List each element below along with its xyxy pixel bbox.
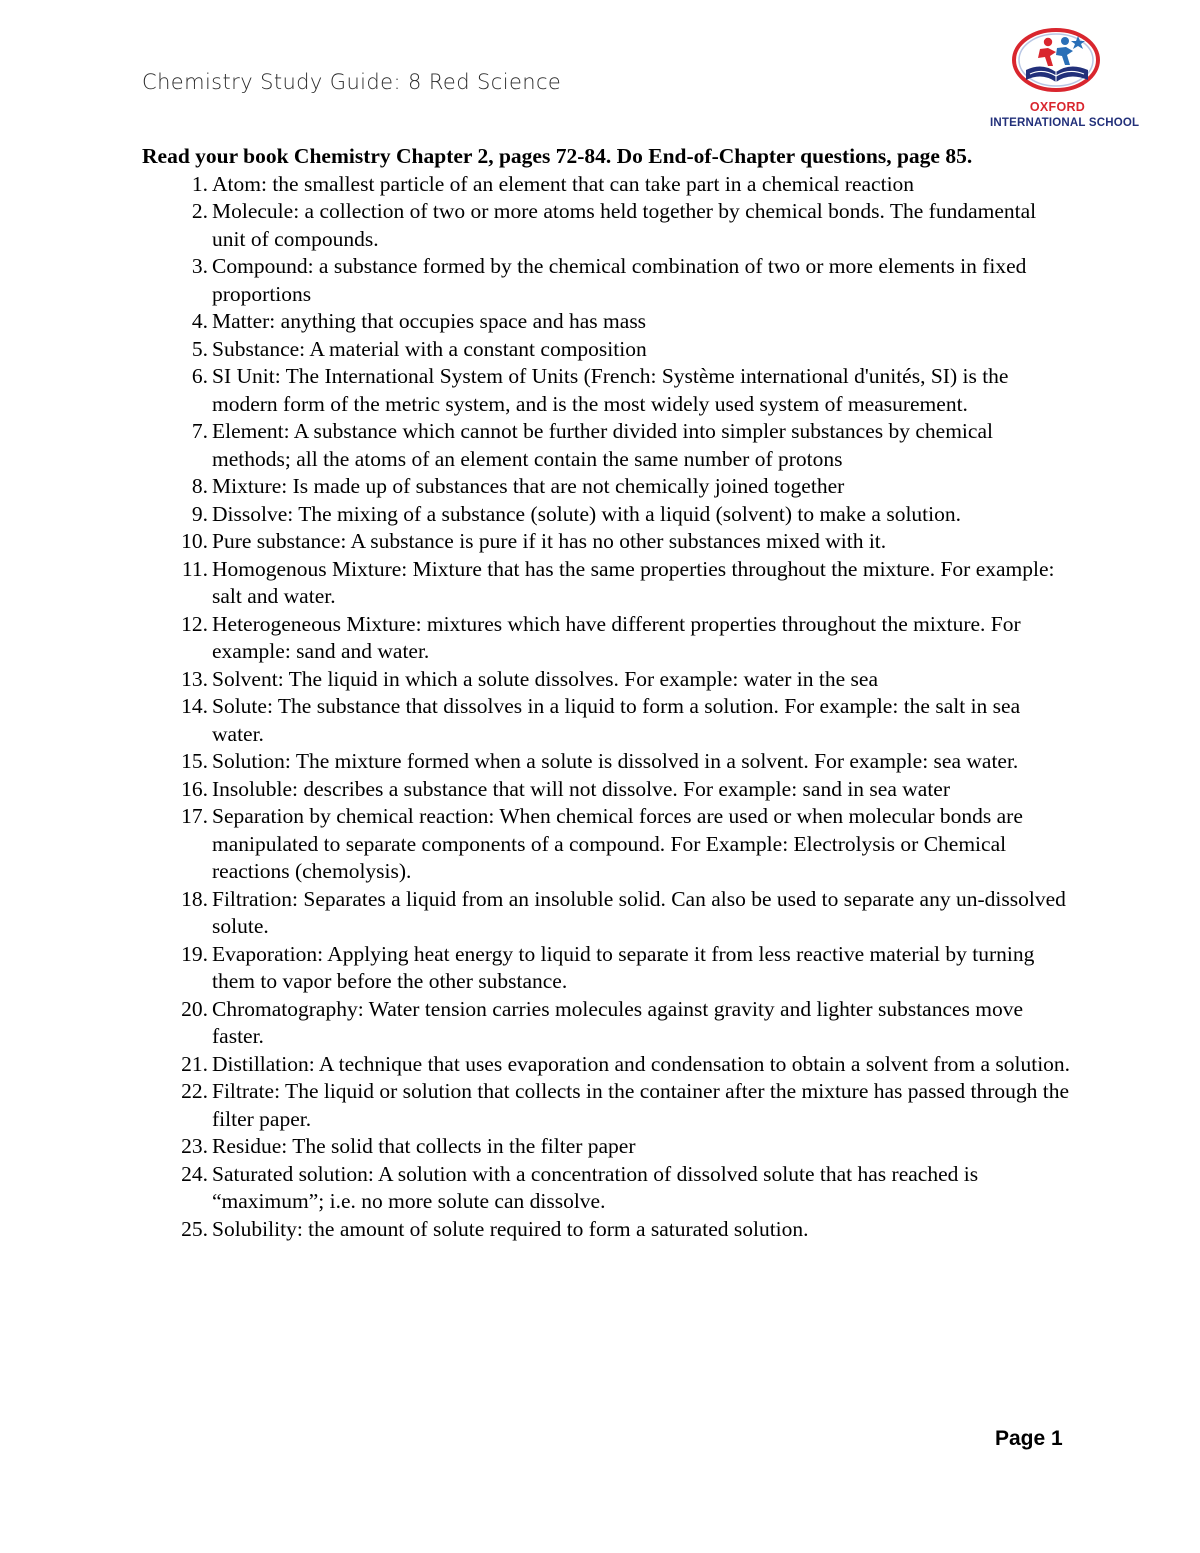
- vocabulary-item-definition: Element: A substance which cannot be further divided into simpler substances by chemical methods; all the atoms of an element contain the same number of protons: [212, 419, 993, 471]
- vocabulary-item-definition: Mixture: Is made up of substances that are not chemically joined together: [212, 474, 845, 498]
- vocabulary-item-definition: Matter: anything that occupies space and has mass: [212, 309, 647, 333]
- reading-instructions: Read your book Chemistry Chapter 2, pages 72-84. Do End-of-Chapter questions, page 85.: [142, 144, 973, 168]
- vocabulary-item: [142, 418, 1072, 473]
- vocabulary-item-number: 22.: [181, 1079, 208, 1103]
- vocabulary-item-definition: Solution: The mixture formed when a solute is dissolved in a solvent. For example: sea water.: [212, 749, 1019, 773]
- vocabulary-item: [142, 363, 1072, 418]
- vocabulary-item: [142, 776, 1072, 804]
- vocabulary-item: [142, 941, 1072, 996]
- vocabulary-item-definition: Insoluble: describes a substance that will not dissolve. For example: sand in sea water: [212, 776, 950, 801]
- vocabulary-item-definition: Filtration: Separates a liquid from an insoluble solid. Can also be used to separate any un-dissolved solute.: [212, 886, 1066, 938]
- vocabulary-list: [142, 171, 1072, 1244]
- vocabulary-item-definition: Molecule: a collection of two or more atoms held together by chemical bonds. The fundamental unit of compounds.: [212, 199, 1037, 251]
- vocabulary-item-number: 2.: [191, 199, 208, 223]
- vocabulary-item-definition: Evaporation: Applying heat energy to liquid to separate it from less reactive material by turning them to vapor before the other substance.: [212, 941, 1035, 993]
- vocabulary-item-definition: Solubility: the amount of solute required to form a saturated solution.: [212, 1216, 809, 1241]
- vocabulary-item: [142, 1161, 1072, 1216]
- vocabulary-item-number: 24.: [181, 1161, 208, 1186]
- vocabulary-item-definition: Saturated solution: A solution with a concentration of dissolved solute that has reached is “maximum”; i.e. no more solute can dissolve.: [212, 1161, 979, 1213]
- vocabulary-item-number: 1.: [191, 171, 208, 196]
- vocabulary-item: [142, 473, 1072, 501]
- vocabulary-item-definition: Dissolve: The mixing of a substance (solute) with a liquid (solvent) to make a solution.: [212, 501, 961, 526]
- logo-text-international-school: INTERNATIONAL SCHOOL: [990, 117, 1140, 129]
- vocabulary-item-number: 25.: [181, 1216, 208, 1241]
- vocabulary-item-number: 19.: [181, 941, 208, 966]
- page-number: Page 1: [995, 1427, 1063, 1450]
- vocabulary-item-number: 11.: [181, 556, 208, 581]
- vocabulary-item-definition: Separation by chemical reaction: When chemical forces are used or when molecular bonds are manipulated to separate components of a compound. For Example: Electrolysis or Chemical reactions (chemolysis).: [212, 804, 1023, 883]
- vocabulary-item-definition: Compound: a substance formed by the chemical combination of two or more elements in fixed proportions: [212, 254, 1027, 306]
- vocabulary-item-number: 14.: [181, 694, 208, 718]
- vocabulary-item: [142, 171, 1072, 199]
- vocabulary-item-definition: Chromatography: Water tension carries molecules against gravity and lighter substances move faster.: [212, 996, 1024, 1048]
- vocabulary-item-number: 17.: [181, 804, 208, 828]
- vocabulary-item: [142, 666, 1072, 694]
- vocabulary-item-number: 18.: [181, 886, 208, 911]
- vocabulary-item: [142, 996, 1072, 1051]
- logo-text-oxford: OXFORD: [1029, 100, 1086, 114]
- vocabulary-item: [142, 803, 1072, 886]
- vocabulary-item-number: 4.: [191, 309, 208, 333]
- vocabulary-item-number: 8.: [191, 474, 208, 498]
- vocabulary-item: [142, 886, 1072, 941]
- vocabulary-item-definition: SI Unit: The International System of Units (French: Système international d'unités, SI) is the modern form of the metric system, and is the most widely used system of measurement.: [212, 364, 1009, 416]
- vocabulary-item-number: 16.: [181, 776, 208, 801]
- vocabulary-item-number: 3.: [191, 254, 208, 278]
- study-guide-content: [142, 143, 1072, 1243]
- vocabulary-item: [142, 253, 1072, 308]
- vocabulary-item-number: 13.: [181, 666, 208, 691]
- vocabulary-item: [142, 1078, 1072, 1133]
- vocabulary-item-number: 20.: [181, 996, 208, 1021]
- vocabulary-item-number: 5.: [191, 336, 208, 361]
- vocabulary-item-number: 7.: [191, 419, 208, 443]
- vocabulary-item-definition: Solvent: The liquid in which a solute dissolves. For example: water in the sea: [212, 666, 878, 691]
- vocabulary-item-definition: Distillation: A technique that uses evaporation and condensation to obtain a solvent from a solution.: [212, 1051, 1071, 1076]
- school-logo: [990, 22, 1140, 134]
- vocabulary-item-number: 23.: [181, 1134, 208, 1158]
- vocabulary-item: [142, 336, 1072, 364]
- vocabulary-item-number: 12.: [181, 611, 208, 636]
- vocabulary-item-number: 6.: [191, 364, 208, 388]
- vocabulary-item-number: 10.: [181, 529, 208, 553]
- vocabulary-item: [142, 611, 1072, 666]
- vocabulary-item-definition: Homogenous Mixture: Mixture that has the same properties throughout the mixture. For example: salt and water.: [212, 556, 1055, 608]
- vocabulary-item-definition: Atom: the smallest particle of an element that can take part in a chemical reaction: [212, 171, 915, 196]
- vocabulary-item: [142, 1216, 1072, 1244]
- vocabulary-item-number: 21.: [181, 1051, 208, 1076]
- vocabulary-item: [142, 308, 1072, 336]
- vocabulary-item: [142, 748, 1072, 776]
- vocabulary-item-definition: Residue: The solid that collects in the filter paper: [212, 1134, 636, 1158]
- vocabulary-item: [142, 1133, 1072, 1161]
- school-logo-emblem-icon: [990, 22, 1125, 102]
- vocabulary-item-definition: Substance: A material with a constant composition: [212, 336, 647, 361]
- vocabulary-item: [142, 1051, 1072, 1079]
- vocabulary-item: [142, 198, 1072, 253]
- vocabulary-item: [142, 501, 1072, 529]
- vocabulary-item-number: 15.: [181, 749, 208, 773]
- document-header-title: Chemistry Study Guide: 8 Red Science: [142, 70, 562, 94]
- vocabulary-item-number: 9.: [191, 501, 208, 526]
- vocabulary-item: [142, 528, 1072, 556]
- vocabulary-item: [142, 693, 1072, 748]
- vocabulary-item-definition: Pure substance: A substance is pure if it has no other substances mixed with it.: [212, 529, 887, 553]
- vocabulary-item-definition: Solute: The substance that dissolves in a liquid to form a solution. For example: the salt in sea water.: [212, 694, 1021, 746]
- vocabulary-item: [142, 556, 1072, 611]
- vocabulary-item-definition: Heterogeneous Mixture: mixtures which have different properties throughout the mixture. For example: sand and water.: [212, 611, 1021, 663]
- vocabulary-item-definition: Filtrate: The liquid or solution that collects in the container after the mixture has passed through the filter paper.: [212, 1079, 1069, 1131]
